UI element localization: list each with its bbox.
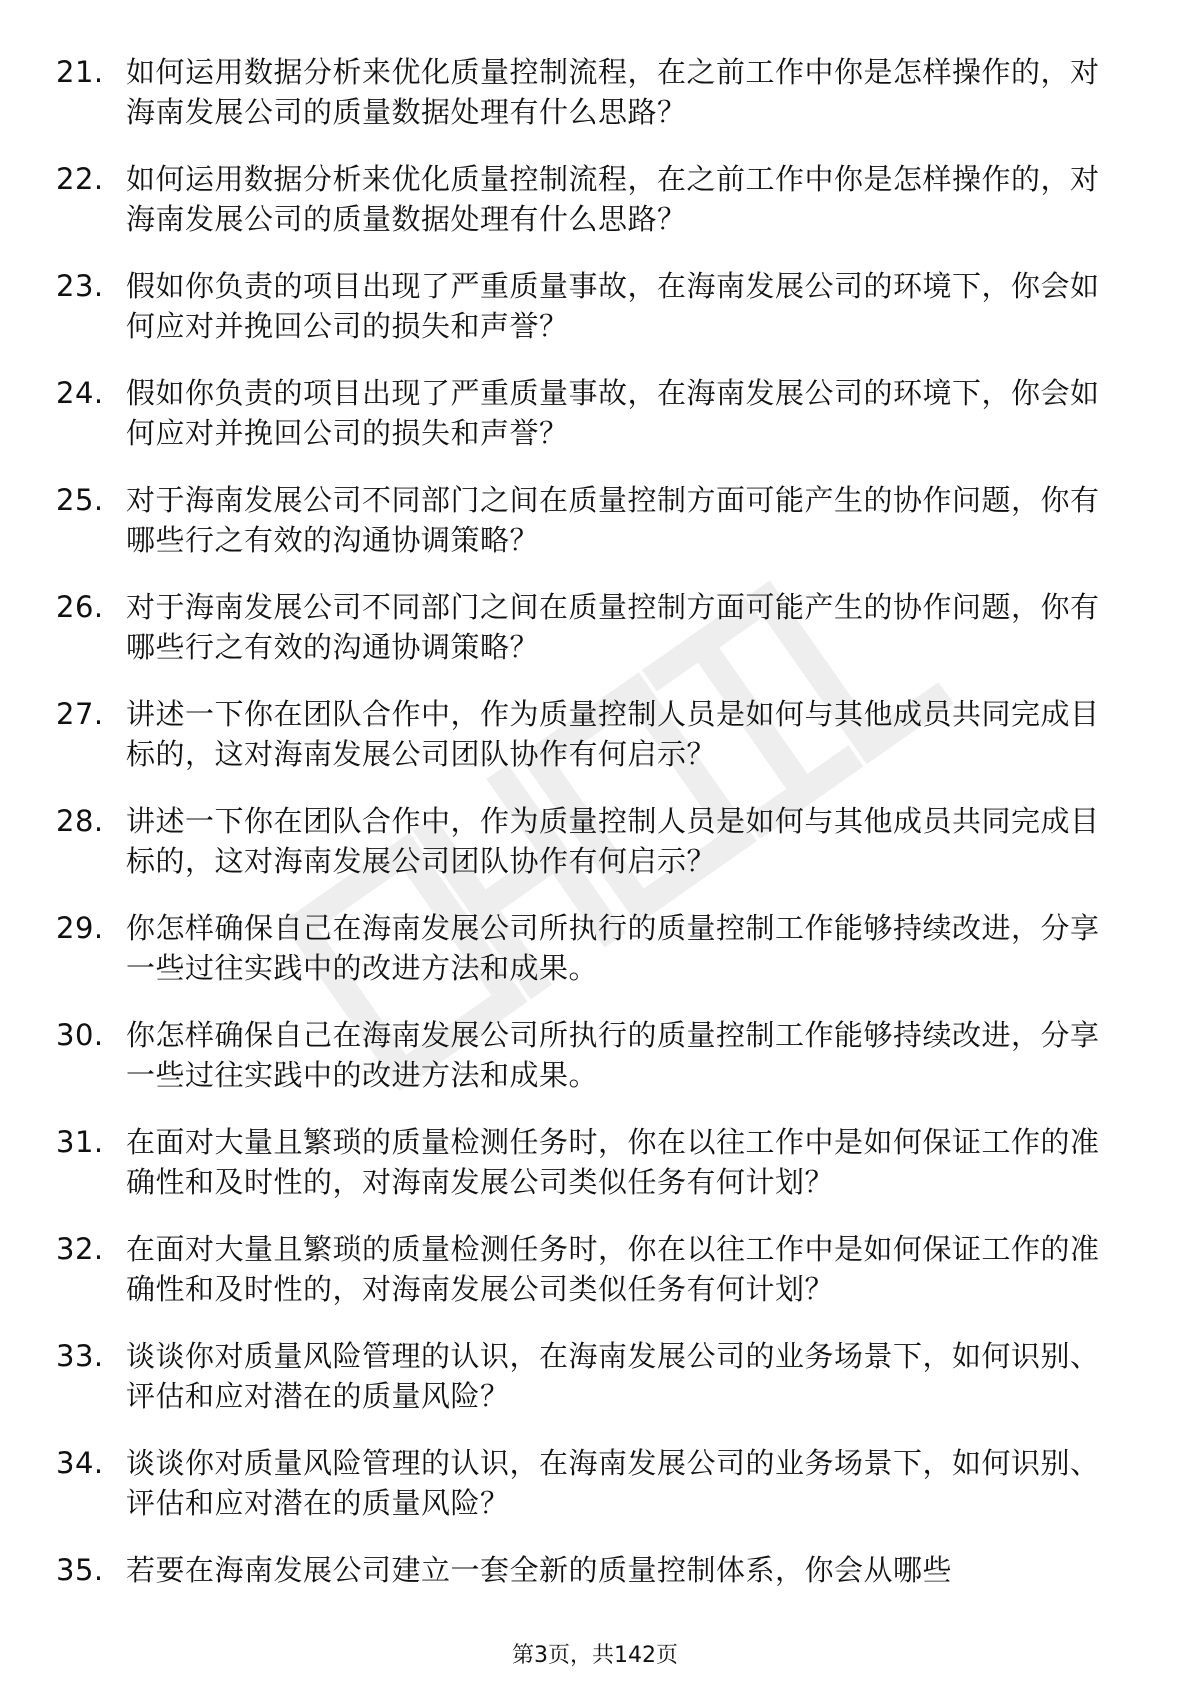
question-item-28 bbox=[56, 801, 1116, 881]
question-number: 23. bbox=[56, 269, 104, 303]
question-item-30 bbox=[56, 1015, 1116, 1095]
question-text: 假如你负责的项目出现了严重质量事故，在海南发展公司的环境下，你会如何应对并挽回公司的损失和声誉？ bbox=[126, 269, 1100, 343]
question-number: 22. bbox=[56, 162, 104, 196]
question-number: 30. bbox=[56, 1018, 104, 1052]
question-item-34 bbox=[56, 1443, 1116, 1523]
question-item-27 bbox=[56, 694, 1116, 774]
question-item-23 bbox=[56, 266, 1116, 346]
question-text: 如何运用数据分析来优化质量控制流程，在之前工作中你是怎样操作的，对海南发展公司的质量数据处理有什么思路？ bbox=[126, 55, 1100, 129]
question-item-26 bbox=[56, 587, 1116, 667]
question-number: 28. bbox=[56, 804, 104, 838]
page-footer: 第3页，共142页 bbox=[512, 1643, 678, 1668]
question-text: 对于海南发展公司不同部门之间在质量控制方面可能产生的协作问题，你有哪些行之有效的沟通协调策略？ bbox=[126, 483, 1100, 557]
question-text: 若要在海南发展公司建立一套全新的质量控制体系，你会从哪些 bbox=[126, 1553, 953, 1587]
question-number: 35. bbox=[56, 1553, 104, 1587]
question-number: 27. bbox=[56, 697, 104, 731]
question-text: 对于海南发展公司不同部门之间在质量控制方面可能产生的协作问题，你有哪些行之有效的沟通协调策略？ bbox=[126, 590, 1100, 664]
question-number: 21. bbox=[56, 55, 104, 89]
question-item-25 bbox=[56, 480, 1116, 560]
question-number: 26. bbox=[56, 590, 104, 624]
question-text: 讲述一下你在团队合作中，作为质量控制人员是如何与其他成员共同完成目标的，这对海南发展公司团队协作有何启示？ bbox=[126, 804, 1100, 878]
question-text: 讲述一下你在团队合作中，作为质量控制人员是如何与其他成员共同完成目标的，这对海南发展公司团队协作有何启示？ bbox=[126, 697, 1100, 771]
question-text: 谈谈你对质量风险管理的认识，在海南发展公司的业务场景下，如何识别、评估和应对潜在的质量风险？ bbox=[126, 1339, 1100, 1413]
question-item-32 bbox=[56, 1229, 1116, 1309]
question-list bbox=[56, 52, 1116, 1617]
question-item-31 bbox=[56, 1122, 1116, 1202]
question-item-22 bbox=[56, 159, 1116, 239]
question-number: 29. bbox=[56, 911, 104, 945]
question-number: 33. bbox=[56, 1339, 104, 1373]
question-number: 25. bbox=[56, 483, 104, 517]
question-text: 假如你负责的项目出现了严重质量事故，在海南发展公司的环境下，你会如何应对并挽回公司的损失和声誉？ bbox=[126, 376, 1100, 450]
question-text: 你怎样确保自己在海南发展公司所执行的质量控制工作能够持续改进，分享一些过往实践中的改进方法和成果。 bbox=[126, 911, 1100, 985]
question-text: 谈谈你对质量风险管理的认识，在海南发展公司的业务场景下，如何识别、评估和应对潜在的质量风险？ bbox=[126, 1446, 1100, 1520]
question-text: 在面对大量且繁琐的质量检测任务时，你在以往工作中是如何保证工作的准确性和及时性的，对海南发展公司类似任务有何计划？ bbox=[126, 1232, 1100, 1306]
question-number: 24. bbox=[56, 376, 104, 410]
question-item-33 bbox=[56, 1336, 1116, 1416]
question-text: 你怎样确保自己在海南发展公司所执行的质量控制工作能够持续改进，分享一些过往实践中的改进方法和成果。 bbox=[126, 1018, 1100, 1092]
question-item-29 bbox=[56, 908, 1116, 988]
question-text: 如何运用数据分析来优化质量控制流程，在之前工作中你是怎样操作的，对海南发展公司的质量数据处理有什么思路？ bbox=[126, 162, 1100, 236]
question-number: 32. bbox=[56, 1232, 104, 1266]
question-item-21 bbox=[56, 52, 1116, 132]
question-text: 在面对大量且繁琐的质量检测任务时，你在以往工作中是如何保证工作的准确性和及时性的，对海南发展公司类似任务有何计划？ bbox=[126, 1125, 1100, 1199]
question-item-24 bbox=[56, 373, 1116, 453]
question-item-35 bbox=[56, 1550, 1116, 1590]
question-number: 34. bbox=[56, 1446, 104, 1480]
question-number: 31. bbox=[56, 1125, 104, 1159]
